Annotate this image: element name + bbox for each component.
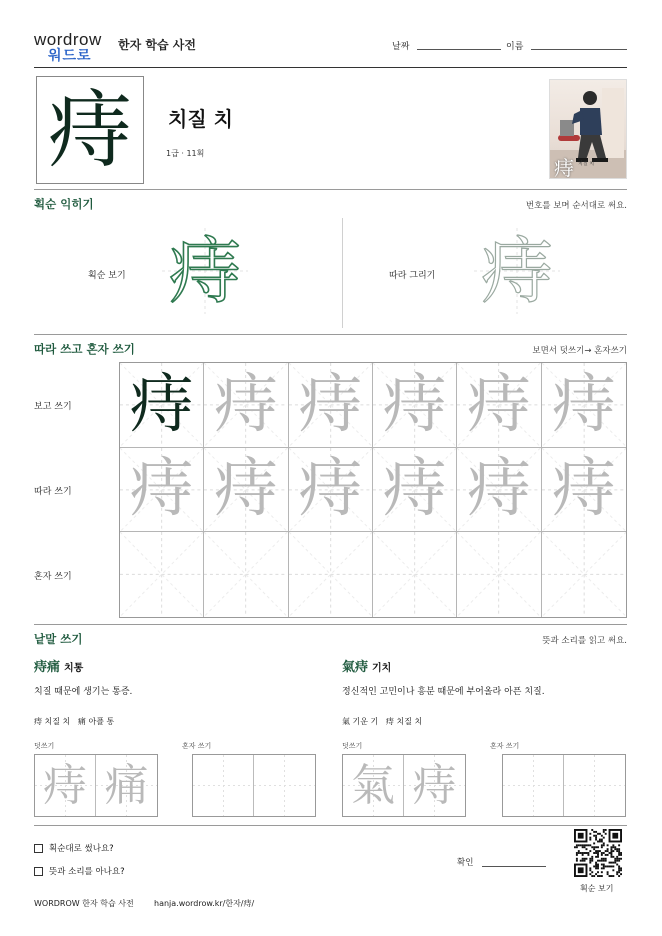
logo-wordmark: wordrow <box>34 30 102 49</box>
word-2-trace-box[interactable] <box>342 754 466 817</box>
guide-lines <box>373 532 456 617</box>
illustration-caption: 치질 치 <box>578 161 595 167</box>
word-cell[interactable] <box>343 755 404 816</box>
stroke-trace-label: 따라 그리기 <box>389 271 436 281</box>
practice-grid <box>119 362 627 618</box>
part-hanja: 痔 <box>34 717 42 726</box>
wordrow-logo <box>34 30 114 66</box>
practice-cell[interactable] <box>289 532 373 617</box>
word-2-title <box>342 656 391 675</box>
confirm-label: 확인 <box>457 858 474 868</box>
trace-character: 痔 <box>480 229 553 313</box>
trace-character: 痔 <box>382 367 447 442</box>
guide-lines <box>204 532 287 617</box>
section-divider <box>34 624 627 625</box>
check-item-meaning[interactable] <box>34 865 125 877</box>
word-2-solo-label: 혼자 쓰기 <box>490 742 520 750</box>
practice-cell[interactable] <box>289 448 373 533</box>
practice-cell[interactable] <box>457 448 541 533</box>
guide-lines <box>193 755 254 816</box>
practice-note: 보면서 덧쓰기→ 혼자쓰기 <box>532 346 627 356</box>
trace-character: 痔 <box>466 452 531 527</box>
check-item-strokes[interactable] <box>34 842 114 854</box>
row-label-view: 보고 쓰기 <box>34 402 72 412</box>
guide-lines <box>564 755 625 816</box>
practice-cell[interactable] <box>373 363 457 448</box>
trace-character: 痔 <box>298 367 363 442</box>
part-text: 아플 통 <box>88 717 115 726</box>
word-cell[interactable] <box>193 755 254 816</box>
footer-brand: WORDROW 한자 학습 사전 <box>34 899 134 908</box>
main-character: 痔 <box>47 81 132 179</box>
name-field[interactable] <box>531 49 627 50</box>
part-hanja: 氣 <box>342 717 350 726</box>
practice-cell[interactable] <box>120 532 204 617</box>
trace-char: 氣 <box>351 759 395 811</box>
practice-cell[interactable] <box>289 363 373 448</box>
part-text: 치질 치 <box>44 717 71 726</box>
trace-character: 痔 <box>213 367 278 442</box>
trace-char: 痔 <box>43 759 87 811</box>
stroke-view-label: 획순 보기 <box>88 271 126 281</box>
trace-character: 痔 <box>298 452 363 527</box>
word-cell[interactable] <box>564 755 625 816</box>
practice-cell[interactable] <box>373 448 457 533</box>
logo-korean: 워드로 <box>48 48 92 64</box>
guide-lines <box>289 532 372 617</box>
row-label-trace: 따라 쓰기 <box>34 487 72 497</box>
stroke-order-character: 痔 <box>168 229 241 313</box>
header-divider <box>34 67 627 68</box>
trace-character: 痔 <box>551 367 616 442</box>
confirm-field[interactable] <box>482 866 546 867</box>
practice-cell[interactable] <box>204 532 288 617</box>
practice-title: 따라 쓰고 혼자 쓰기 <box>34 342 135 356</box>
check-label: 뜻과 소리를 아나요? <box>49 867 125 877</box>
practice-cell[interactable] <box>204 363 288 448</box>
main-character-box <box>36 76 144 184</box>
stroke-order-note: 번호를 보며 순서대로 써요. <box>525 201 627 211</box>
trace-character: 痔 <box>382 452 447 527</box>
vertical-divider <box>342 218 343 328</box>
row-label-solo: 혼자 쓰기 <box>34 572 72 582</box>
practice-cell[interactable] <box>373 532 457 617</box>
word-2-desc: 정신적인 고민이나 흥분 때문에 부어올라 아픈 치질. <box>342 687 545 697</box>
stroke-order-title: 획순 익히기 <box>34 197 94 211</box>
trace-character: 痔 <box>129 452 194 527</box>
trace-character: 痔 <box>551 452 616 527</box>
part-text: 기운 기 <box>352 717 379 726</box>
word-1-reading: 치통 <box>64 663 84 674</box>
guide-lines <box>120 532 203 617</box>
trace-char: 痔 <box>412 759 457 811</box>
part-hanja: 痛 <box>77 717 86 726</box>
guide-lines <box>254 755 315 816</box>
date-label: 날짜 <box>392 42 410 52</box>
words-note: 뜻과 소리를 읽고 써요. <box>542 636 627 646</box>
illustration <box>549 79 627 179</box>
character-meaning: 치질 치 <box>168 107 233 131</box>
name-label: 이름 <box>506 42 524 52</box>
word-cell[interactable] <box>404 755 465 816</box>
trace-character: 痔 <box>213 452 278 527</box>
word-cell[interactable] <box>254 755 315 816</box>
model-character: 痔 <box>129 367 194 442</box>
word-1-solo-box[interactable] <box>192 754 316 817</box>
practice-cell[interactable] <box>120 448 204 533</box>
practice-cell[interactable] <box>542 363 626 448</box>
trace-char: 痛 <box>104 759 149 811</box>
practice-cell[interactable] <box>457 532 541 617</box>
practice-cell[interactable] <box>120 363 204 448</box>
word-cell[interactable] <box>35 755 96 816</box>
checkbox[interactable] <box>34 867 43 876</box>
qr-code-icon[interactable] <box>574 829 622 877</box>
qr-label: 획순 보기 <box>580 884 614 893</box>
word-1-title <box>34 656 83 675</box>
word-1-trace-label: 덧쓰기 <box>34 742 55 750</box>
grade-strokes: 1급 · 11획 <box>166 149 205 158</box>
word-cell[interactable] <box>503 755 564 816</box>
practice-cell[interactable] <box>542 448 626 533</box>
word-2-solo-box[interactable] <box>502 754 626 817</box>
page-subtitle: 한자 학습 사전 <box>118 38 196 52</box>
word-1-solo-label: 혼자 쓰기 <box>182 742 212 750</box>
word-2-hanja: 氣痔 <box>342 660 369 675</box>
words-title: 낱말 쓰기 <box>34 632 83 646</box>
practice-cell[interactable] <box>204 448 288 533</box>
checkbox[interactable] <box>34 844 43 853</box>
section-divider <box>34 189 627 190</box>
guide-lines <box>457 532 540 617</box>
word-2-trace-label: 덧쓰기 <box>342 742 363 750</box>
practice-cell[interactable] <box>542 532 626 617</box>
word-1-desc: 치질 때문에 생기는 통증. <box>34 687 133 697</box>
word-1-parts <box>34 716 114 727</box>
stroke-trace-area[interactable] <box>474 228 560 314</box>
word-2-parts <box>342 716 422 727</box>
guide-lines <box>542 532 626 617</box>
word-1-hanja: 痔痛 <box>34 660 61 675</box>
check-label: 획순대로 썼나요? <box>49 844 114 854</box>
word-1-trace-box[interactable] <box>34 754 158 817</box>
stroke-order-diagram <box>162 228 248 314</box>
section-divider <box>34 825 627 826</box>
section-divider <box>34 334 627 335</box>
trace-character: 痔 <box>466 367 531 442</box>
part-text: 치질 치 <box>396 717 423 726</box>
practice-cell[interactable] <box>457 363 541 448</box>
guide-lines <box>503 755 564 816</box>
part-hanja: 痔 <box>385 717 394 726</box>
illustration-hanja: 痔 <box>554 156 574 179</box>
date-field[interactable] <box>417 49 501 50</box>
word-cell[interactable] <box>96 755 157 816</box>
footer-url[interactable]: hanja.wordrow.kr/한자/痔/ <box>154 899 255 908</box>
word-2-reading: 기치 <box>372 663 392 674</box>
